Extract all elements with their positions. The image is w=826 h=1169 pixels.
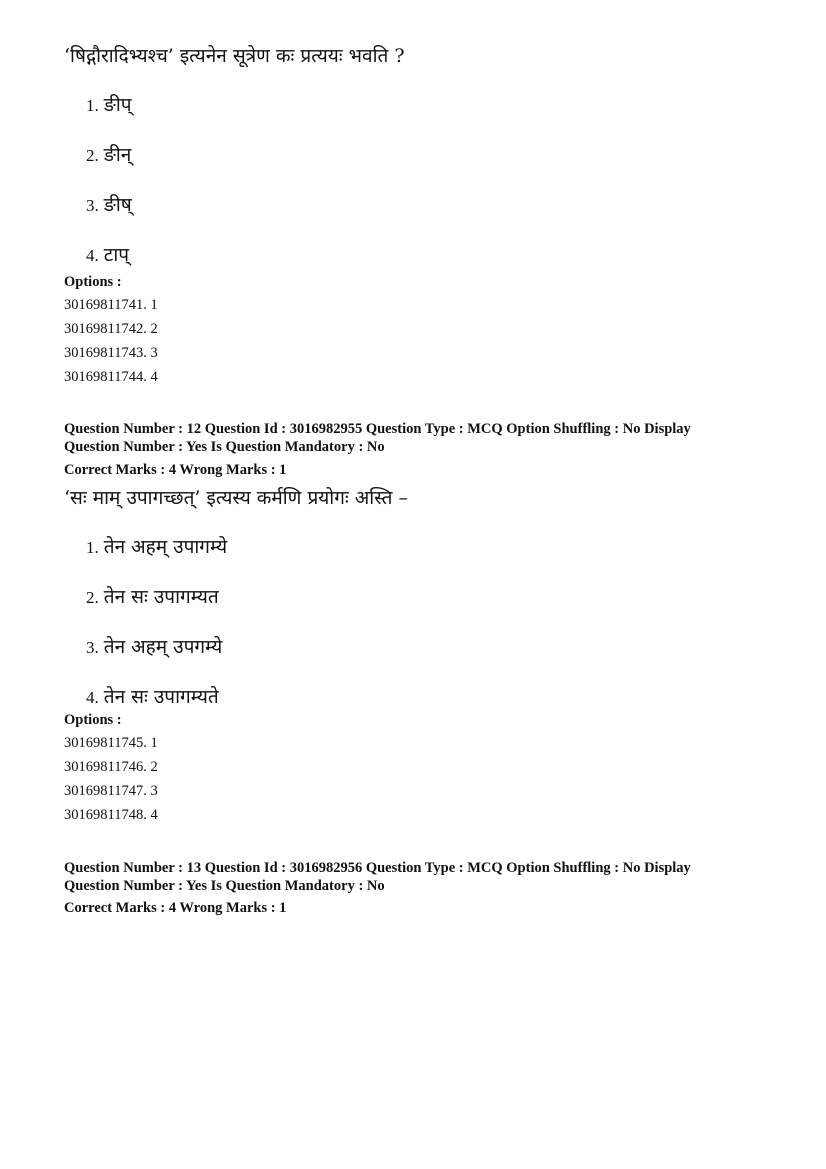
question-12-choice-1 [86, 535, 227, 560]
question-11-choice-1 [86, 93, 132, 118]
question-12-meta-line-1: Question Number : 12 Question Id : 3016982955 Question Type : MCQ Option Shuffling : No Display [64, 421, 691, 437]
choice-number: 1. [86, 96, 99, 115]
choice-text: टाप् [103, 244, 130, 266]
question-13-marks: Correct Marks : 4 Wrong Marks : 1 [64, 900, 287, 916]
question-12-marks: Correct Marks : 4 Wrong Marks : 1 [64, 462, 287, 478]
choice-text: तेन अहम् उपागम्ये [103, 536, 228, 558]
question-12-option-id: 30169811748. 4 [64, 807, 158, 823]
question-11-option-id: 30169811742. 2 [64, 321, 158, 337]
choice-text: तेन अहम् उपगम्ये [103, 636, 223, 658]
question-11-choice-2 [86, 143, 131, 168]
choice-number: 4. [86, 688, 99, 707]
choice-text: ङीप् [103, 94, 132, 116]
question-11-option-id: 30169811743. 3 [64, 345, 158, 361]
question-11-options-label: Options : [64, 274, 122, 290]
choice-number: 2. [86, 146, 99, 165]
choice-number: 2. [86, 588, 99, 607]
choice-number: 1. [86, 538, 99, 557]
question-13-meta-line-2: Question Number : Yes Is Question Mandatory : No [64, 878, 385, 894]
question-12-choice-3 [86, 635, 222, 660]
question-12-text: ‘सः माम् उपागच्छत्’ इत्यस्य कर्मणि प्रयोगः अस्ति – [64, 487, 408, 509]
question-11-text: ‘षिद्गौरादिभ्यश्च’ इत्यनेन सूत्रेण कः प्रत्ययः भवति ? [64, 45, 405, 67]
choice-text: ङीन् [103, 144, 132, 166]
choice-number: 3. [86, 638, 99, 657]
question-11-option-id: 30169811744. 4 [64, 369, 158, 385]
question-11-choice-3 [86, 193, 132, 218]
question-12-choice-4 [86, 685, 219, 710]
question-12-option-id: 30169811746. 2 [64, 759, 158, 775]
question-12-choice-2 [86, 585, 219, 610]
choice-number: 4. [86, 246, 99, 265]
question-13-meta-line-1: Question Number : 13 Question Id : 3016982956 Question Type : MCQ Option Shuffling : No Display [64, 860, 691, 876]
question-11-choice-4 [86, 243, 129, 268]
question-12-option-id: 30169811747. 3 [64, 783, 158, 799]
question-11-option-id: 30169811741. 1 [64, 297, 158, 313]
choice-text: तेन सः उपागम्यत [103, 586, 219, 608]
question-12-meta-line-2: Question Number : Yes Is Question Mandatory : No [64, 439, 385, 455]
question-12-option-id: 30169811745. 1 [64, 735, 158, 751]
question-12-options-label: Options : [64, 712, 122, 728]
choice-text: ङीष् [103, 194, 132, 216]
choice-text: तेन सः उपागम्यते [103, 686, 219, 708]
choice-number: 3. [86, 196, 99, 215]
